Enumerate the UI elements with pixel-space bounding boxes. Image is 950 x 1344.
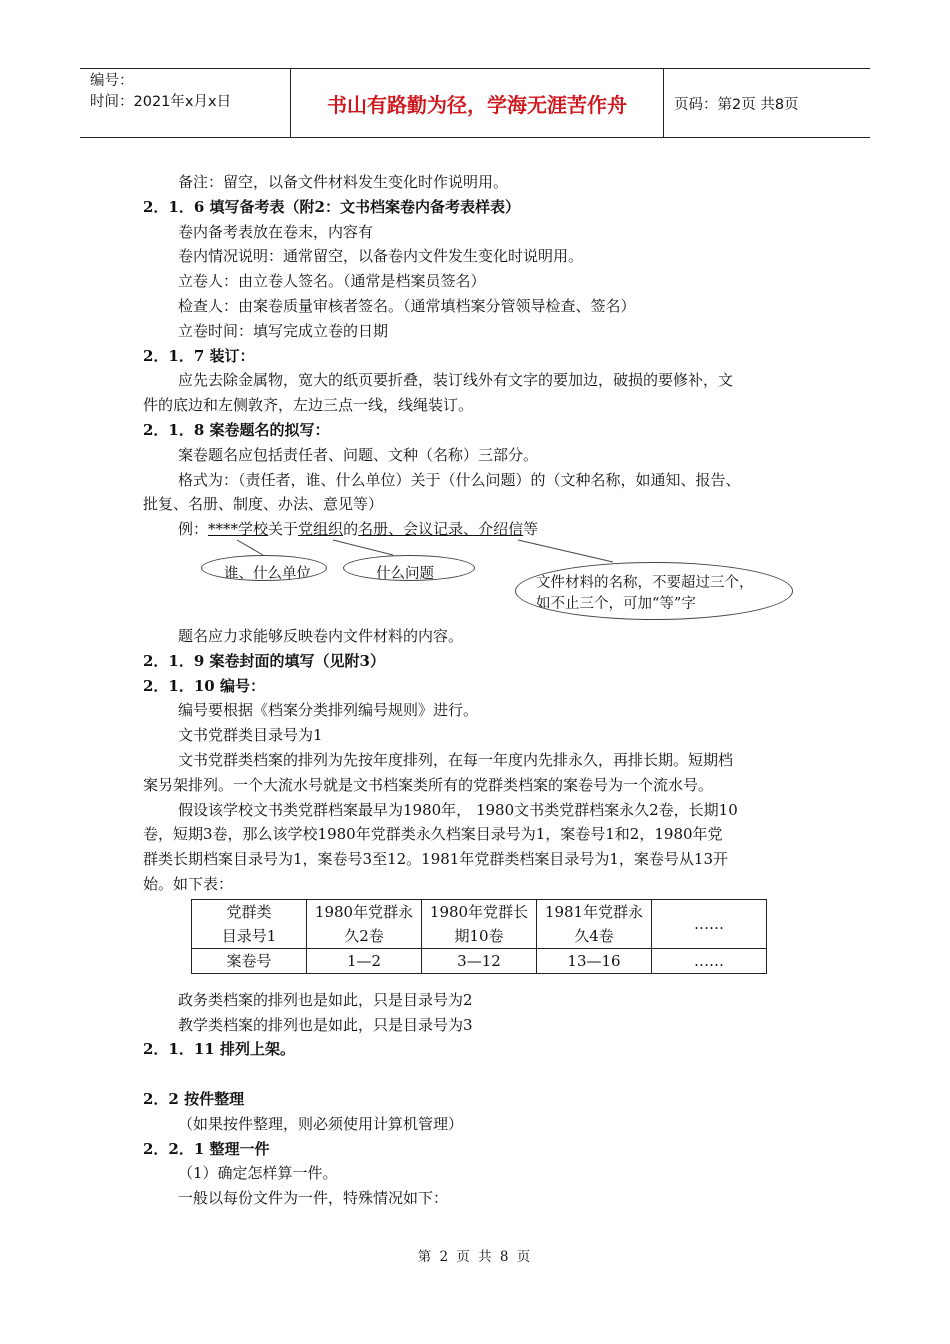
- section-heading: 2．1．6 填写备考表（附2：文书档案卷内备考表样表）: [143, 197, 520, 216]
- example-suffix: 等: [523, 520, 539, 539]
- page-footer: 第 2 页 共 8 页: [417, 1249, 533, 1265]
- blank-line: [143, 1062, 823, 1087]
- cell-line: 目录号1: [221, 926, 277, 945]
- callout-bubble-who: [201, 555, 327, 581]
- paragraph: 政务类档案的排列也是如此，只是目录号为2: [178, 990, 473, 1009]
- paragraph: 题名应力求能够反映卷内文件材料的内容。: [178, 626, 464, 645]
- table-cell: ……: [652, 948, 767, 973]
- cell-line: 久4卷: [574, 926, 614, 945]
- table-cell: 1—2: [307, 948, 422, 973]
- callout-text: 如不止三个，可加“等”字: [536, 595, 696, 612]
- example-topic: 党组织: [298, 520, 344, 539]
- paragraph: 检查人：由案卷质量审核者签名。（通常填档案分管领导检查、签名）: [178, 296, 636, 315]
- paragraph-continuation: 批复、名册、制度、办法、意见等）: [143, 495, 384, 514]
- callout-text: 谁、什么单位: [224, 565, 311, 581]
- table-cell: [192, 899, 307, 948]
- callout-bubble-topic: [343, 555, 475, 581]
- section-heading: 2．1．10 编号：: [143, 676, 265, 695]
- cell-line: ……: [694, 914, 724, 933]
- table-cell: 3—12: [422, 948, 537, 973]
- example-document-kinds: 名册、会议记录、介绍信: [358, 520, 524, 539]
- paragraph: （1）确定怎样算一件。: [178, 1164, 338, 1183]
- paragraph: 文书党群类目录号为1: [178, 726, 323, 745]
- cell-line: 1980年党群长: [429, 902, 529, 921]
- date-label: 时间：2021年x月x日: [90, 94, 232, 110]
- table-cell: 案卷号: [192, 948, 307, 973]
- callout-area: [143, 542, 823, 624]
- page-header: [80, 68, 870, 138]
- paragraph: 案卷题名应包括责任者、问题、文种（名称）三部分。: [178, 445, 539, 464]
- paragraph: 备注：留空，以备文件材料发生变化时作说明用。: [178, 173, 509, 191]
- paragraph-continuation: 群类长期档案目录号为1，案卷号3至12。1981年党群类档案目录号为1，案卷号从13开: [143, 850, 728, 869]
- header-page-number: 页码：第2页 共8页: [674, 96, 799, 113]
- example-responsible-party: ****学校: [208, 520, 269, 539]
- cell-line: 1980年党群永: [314, 902, 414, 921]
- cell-line: 久2卷: [344, 926, 384, 945]
- section-heading: 2．2 按件整理: [143, 1089, 245, 1108]
- paragraph: 卷内备考表放在卷末，内容有: [178, 222, 374, 241]
- section-heading: 2．1．9 案卷封面的填写（见附3）: [143, 651, 385, 670]
- document-body: [143, 170, 823, 1211]
- paragraph: 格式为：（责任者，谁、什么单位）关于（什么问题）的（文种名称，如通知、报告、: [178, 470, 741, 489]
- paragraph-continuation: 案另架排列。一个大流水号就是文书档案类所有的党群类档案的案卷号为一个流水号。: [143, 775, 714, 794]
- table-cell: 13—16: [537, 948, 652, 973]
- archive-number-table: [191, 899, 767, 974]
- paragraph: 假设该学校文书类党群档案最早为1980年， 1980文书类党群档案永久2卷，长期10: [178, 800, 738, 819]
- cell-line: 期10卷: [454, 926, 504, 945]
- section-heading: 2．1．8 案卷题名的拟写：: [143, 420, 330, 439]
- paragraph: 应先去除金属物，宽大的纸页要折叠，装订线外有文字的要加边，破损的要修补，文: [178, 371, 734, 390]
- paragraph: 文书党群类档案的排列为先按年度排列，在每一年度内先排永久，再排长期。短期档: [178, 750, 734, 769]
- example-line: [143, 517, 823, 542]
- paragraph: 教学类档案的排列也是如此，只是目录号为3: [178, 1015, 473, 1034]
- paragraph: 立卷时间：填写完成立卷的日期: [178, 321, 389, 340]
- table-cell: [307, 899, 422, 948]
- callout-text: 什么问题: [376, 565, 434, 581]
- paragraph: （如果按件整理，则必须使用计算机管理）: [178, 1114, 464, 1133]
- table-row: [192, 948, 767, 973]
- cell-line: 党群类: [226, 902, 272, 921]
- callout-bubble-kind: [515, 562, 793, 620]
- table-row: [192, 899, 767, 948]
- section-heading: 2．1．11 排列上架。: [143, 1040, 295, 1059]
- paragraph-continuation: 件的底边和左侧敦齐，左边三点一线，线绳装订。: [143, 396, 474, 415]
- example-prefix: 例：: [178, 520, 209, 539]
- cell-line: 1981年党群永: [544, 902, 644, 921]
- callout-text: 文件材料的名称，不要超过三个，: [536, 574, 754, 591]
- example-de: 的: [343, 520, 359, 539]
- paragraph-continuation: 卷，短期3卷，那么该学校1980年党群类永久档案目录号为1，案卷号1和2，1980年党: [143, 825, 723, 844]
- paragraph: 卷内情况说明：通常留空，以备卷内文件发生变化时说明用。: [178, 247, 584, 266]
- table-cell: [537, 899, 652, 948]
- section-heading: 2．1．7 装订：: [143, 346, 255, 365]
- serial-number-label: 编号：: [90, 73, 134, 89]
- paragraph: 一般以每份文件为一件，特殊情况如下：: [178, 1189, 449, 1208]
- header-motto: 书山有路勤为径，学海无涯苦作舟: [291, 69, 664, 137]
- example-about: 关于: [268, 520, 299, 539]
- paragraph-continuation: 始。如下表：: [143, 874, 234, 893]
- table-cell: [422, 899, 537, 948]
- section-heading: 2．2．1 整理一件: [143, 1139, 270, 1158]
- paragraph: 编号要根据《档案分类排列编号规则》进行。: [178, 701, 479, 720]
- paragraph: 立卷人：由立卷人签名。（通常是档案员签名）: [178, 272, 486, 291]
- header-meta: [80, 69, 291, 137]
- table-cell: [652, 899, 767, 948]
